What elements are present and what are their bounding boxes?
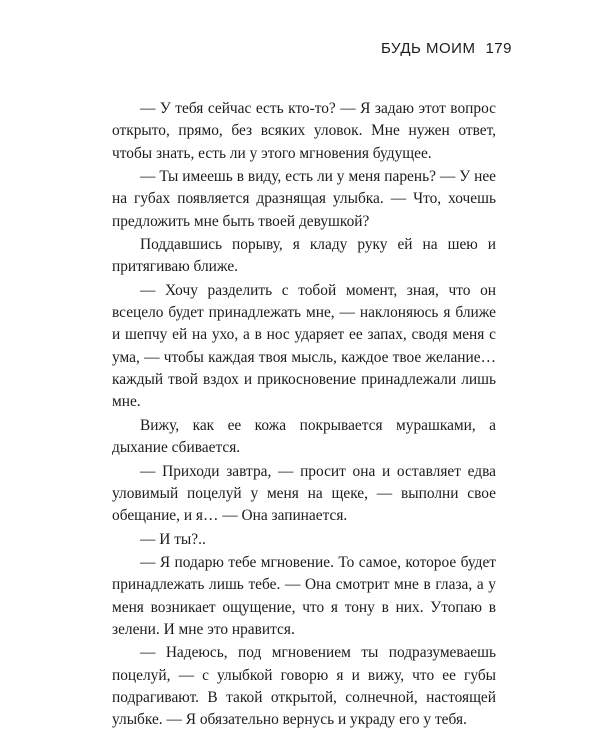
paragraph: — Ты имеешь в виду, есть ли у меня парень? — У нее на губах появляется дразнящая улыбка. — Что, хочешь предложить мне быть твоей девушкой?: [112, 168, 496, 230]
paragraph: — И ты?..: [140, 530, 206, 548]
paragraph: Вижу, как ее кожа покрывается мурашками, а дыхание сбивается.: [112, 416, 496, 457]
paragraph: — У тебя сейчас есть кто-то? — Я задаю этот вопрос открыто, прямо, без всяких уловок. Мне нужен ответ, чтобы знать, есть ли у этого мгновения будущее.: [112, 100, 496, 162]
paragraph: — Надеюсь, под мгновением ты подразумеваешь поцелуй, — с улыбкой говорю я и вижу, что ее губы подрагивают. В такой открытой, солнечной, настоящей улыбке. — Я обязательно вернусь и украду его у тебя.: [112, 644, 496, 729]
body-text: [112, 98, 496, 733]
paragraph: — Хочу разделить с тобой момент, зная, что он всецело будет принадлежать мне, — наклоняюсь я ближе и шепчу ей на ухо, а в нос ударяет ее запах, сводя меня с ума, — чтобы каждая твоя мысль, каждое твое желание… каждый твой вздох и прикосновение принадлежали лишь мне.: [112, 281, 496, 411]
paragraph: Поддавшись порыву, я кладу руку ей на шею и притягиваю ближе.: [112, 236, 496, 276]
paragraph: — Приходи завтра, — просит она и оставляет едва уловимый поцелуй у меня на щеке, — выполни свое обещание, и я… — Она запинается.: [112, 462, 496, 525]
paragraph: — Я подарю тебе мгновение. То самое, которое будет принадлежать лишь тебе. — Она смотрит мне в глаза, а у меня возникает ощущение, что я тону в них. Утопаю в зелени. И мне это нравится.: [112, 553, 496, 638]
book-title: БУДЬ МОИМ: [381, 40, 476, 57]
page-number: 179: [485, 40, 512, 57]
running-header: [381, 40, 512, 57]
